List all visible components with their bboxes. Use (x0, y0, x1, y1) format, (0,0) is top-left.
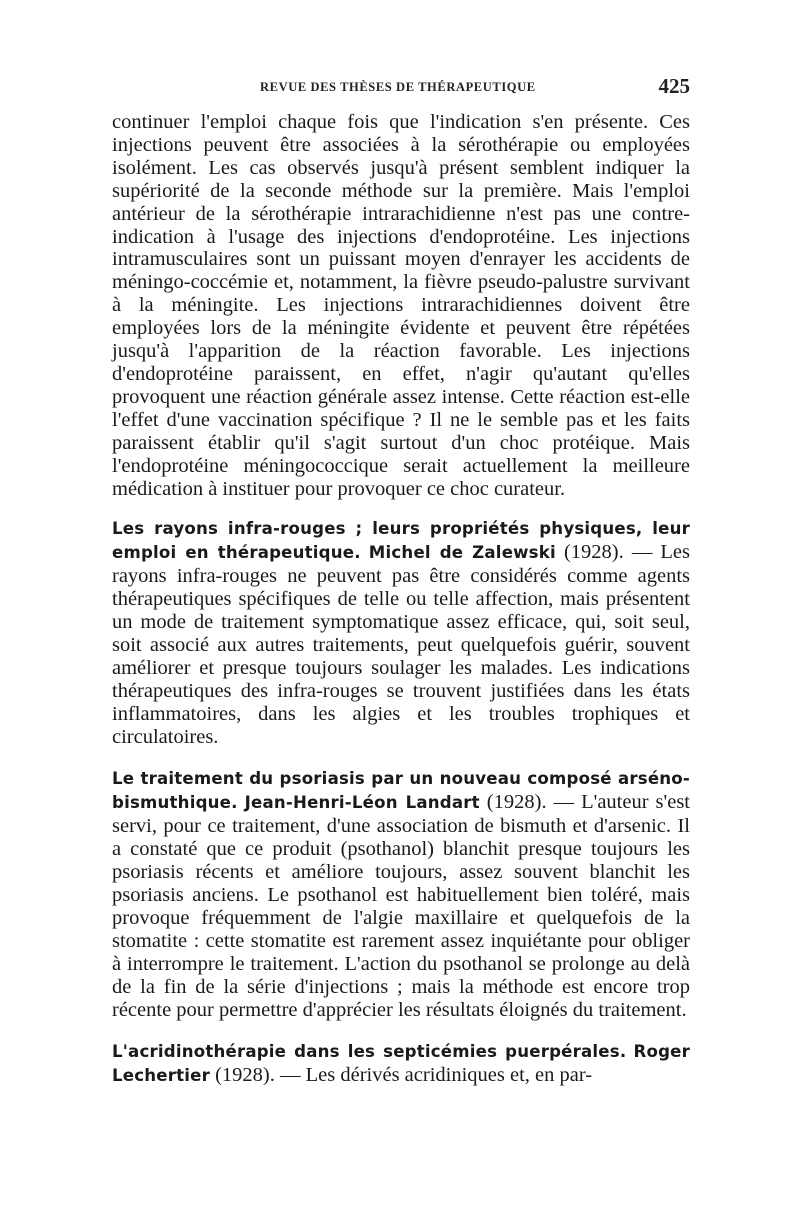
entry-year: (1928). (215, 1064, 275, 1087)
entry-summary: — L'auteur s'est servi, pour ce traitement, d'une association de bismuth et d'arsenic. Il a constaté que ce produit (psothanol) blanchit presque toujours les psoriasis récents et améliore toujours, assez souvent blanchit les psoriasis anciens. Le psothanol est habituellement bien toléré, mais provoque fréquemment de l'algie maxillaire et quelquefois de la stomatite : cette stomatite est rarement assez inquiétante pour obliger à interrompre le traitement. L'action du psothanol se prolonge au delà de la fin de la série d'injections ; mais la méthode est encore trop récente pour permettre d'apprécier les résultats éloignés du traitement. (112, 791, 690, 1021)
continuation-paragraph: continuer l'emploi chaque fois que l'indication s'en présente. Ces injections peuvent être associées à la sérothérapie ou employées isolément. Les cas observés jusqu'à présent semblent indiquer la supériorité de la seconde méthode sur la première. Mais l'emploi antérieur de la sérothérapie intrarachidienne n'est pas une contre-indication à l'usage des injections d'endoprotéine. Les injections intramusculaires sont un puissant moyen d'enrayer les accidents de méningo-coccémie et, notamment, la fièvre pseudo-palustre survivant à la méningite. Les injections intrarachidiennes doivent être employées lors de la méningite évidente et peuvent être répétées jusqu'à l'apparition de la réaction favorable. Les injections d'endoprotéine paraissent, en effet, n'agir qu'autant qu'elles provoquent une réaction générale assez intense. Cette réaction est-elle l'effet d'une vaccination spécifique ? Il ne le semble pas et les faits paraissent établir qu'il s'agit surtout d'un choc protéique. Mais l'endoprotéine méningococcique serait actuellement la meilleure médication à instituer pour provoquer ce choc curateur. (112, 111, 690, 500)
page-number: 425 (658, 74, 690, 98)
thesis-entry-psoriasis (112, 767, 690, 1021)
entry-summary: — Les rayons infra-rouges ne peuvent pas être considérés comme agents thérapeutiques spécifiques de telle ou telle affection, mais présentent un mode de traitement symptomatique assez efficace, qui, soit seul, soit associé aux autres traitements, peut quelquefois guérir, souvent améliorer et presque toujours soulager les malades. Les indications thérapeutiques des infra-rouges se trouvent justifiées dans les états inflammatoires, dans les algies et les troubles trophiques et circulatoires. (112, 541, 691, 748)
entry-year: (1928). (486, 791, 547, 814)
entry-title: Les rayons infra-rouges ; leurs propriétés physiques, leur emploi en thérapeutique. (112, 519, 690, 563)
entry-year: (1928). (563, 541, 624, 564)
running-title: REVUE DES THÈSES DE THÉRAPEUTIQUE (260, 80, 536, 94)
entry-author: Jean-Henri-Léon Landart (244, 793, 480, 813)
thesis-entry-acridinotherapy (112, 1040, 690, 1088)
entry-title: L'acridinothérapie dans les septicémies puerpérales. (112, 1042, 627, 1062)
entry-author: Roger Lechertier (112, 1042, 690, 1086)
thesis-entry-infrared (112, 517, 690, 748)
entry-author: Michel de Zalewski (368, 543, 556, 563)
running-header (112, 74, 690, 100)
entry-title: Le traitement du psoriasis par un nouveau composé arséno-bismuthique. (112, 769, 690, 813)
page-body (112, 111, 690, 1088)
entry-summary: — Les dérivés acridiniques et, en par- (280, 1064, 593, 1087)
